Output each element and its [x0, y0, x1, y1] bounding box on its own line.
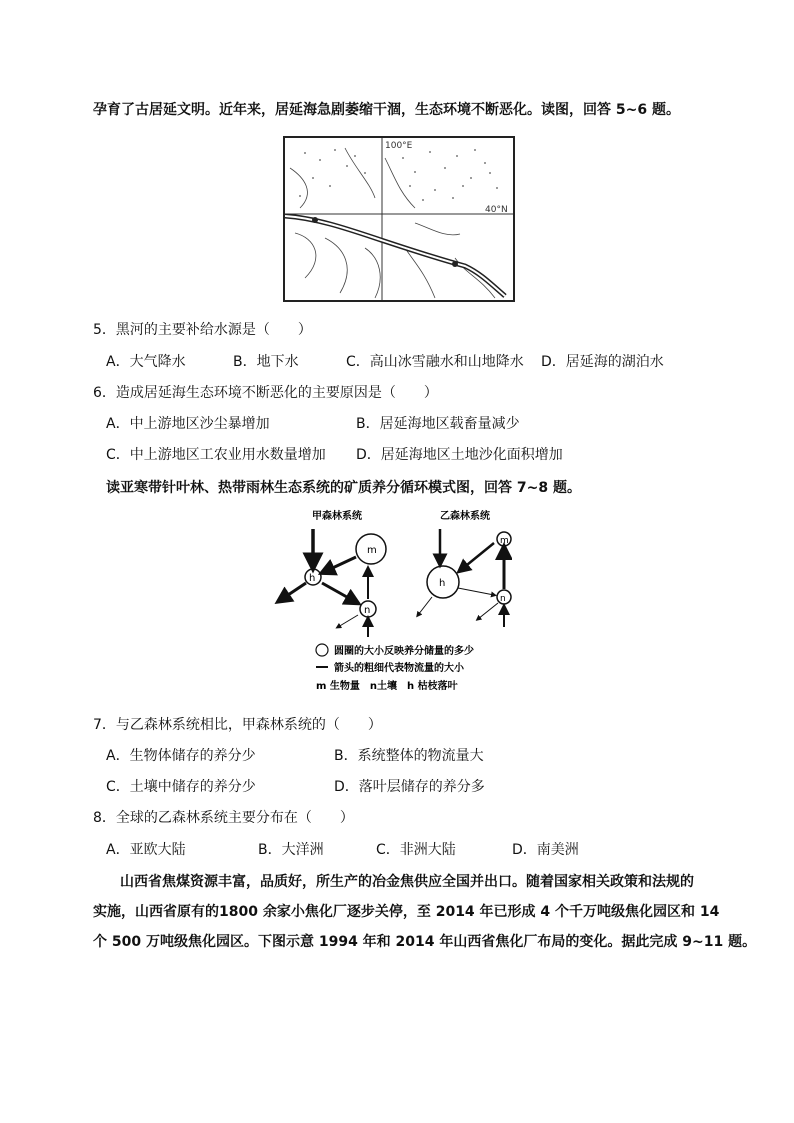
nutrient-cycle-svg	[272, 505, 512, 700]
svg-text:h: h	[439, 578, 446, 589]
legend-circle-text: 圆圈的大小反映养分储量的多少	[334, 646, 474, 657]
q5-option-b[interactable]: B．地下水	[233, 354, 299, 370]
heihe-map-svg	[285, 138, 513, 300]
q6-option-c[interactable]: C．中上游地区工农业用水数量增加	[106, 447, 326, 463]
intro-7-8: 读亚寒带针叶林、热带雨林生态系统的矿质养分循环模式图，回答 7~8 题。	[106, 480, 581, 496]
q8-stem: 8．全球的乙森林系统主要分布在（ ）	[93, 810, 354, 826]
river-inner	[285, 216, 505, 296]
q7-option-a[interactable]: A．生物体储存的养分少	[106, 748, 256, 764]
latitude-label: 40°N	[485, 205, 508, 215]
arrow-a-m-to-h	[326, 557, 356, 571]
q5-option-a[interactable]: A．大气降水	[106, 354, 186, 370]
q8-option-c[interactable]: C．非洲大陆	[376, 842, 456, 858]
intro-continuation: 孕育了古居延文明。近年来，居延海急剧萎缩干涸，生态环境不断恶化。读图，回答 5~6 题。	[93, 102, 680, 118]
nutrient-cycle-diagram	[272, 505, 512, 700]
q8-option-b[interactable]: B．大洋洲	[258, 842, 324, 858]
arrow-b-h-to-n	[458, 588, 494, 595]
q8-option-a[interactable]: A．亚欧大陆	[106, 842, 186, 858]
city-marker	[312, 217, 318, 223]
q5-stem: 5．黑河的主要补给水源是（ ）	[93, 322, 312, 338]
desert-dots	[299, 149, 498, 201]
para-shanxi-line-3: 个 500 万吨级焦化园区。下图示意 1994 年和 2014 年山西省焦化厂布局的变化。据此完成 9~11 题。	[93, 934, 757, 950]
legend-arrow-text: 箭头的粗细代表物流量的大小	[334, 663, 464, 674]
heihe-map-figure	[283, 136, 515, 302]
longitude-label: 100°E	[385, 141, 413, 151]
legend-circle-icon	[316, 644, 328, 656]
arrow-a-h-to-n	[322, 583, 354, 601]
label-forest-a: 甲森林系统	[312, 511, 362, 522]
q8-option-d[interactable]: D．南美洲	[512, 842, 579, 858]
svg-text:m: m	[500, 536, 509, 546]
arrow-b-m-to-h	[462, 543, 494, 569]
q7-option-c[interactable]: C．土壤中储存的养分少	[106, 779, 256, 795]
arrow-a-h-out	[282, 583, 306, 599]
q6-option-d[interactable]: D．居延海地区土地沙化面积增加	[356, 447, 563, 463]
svg-text:n: n	[364, 605, 371, 616]
q6-option-b[interactable]: B．居延海地区载畜量减少	[356, 416, 520, 432]
q7-option-b[interactable]: B．系统整体的物流量大	[334, 748, 484, 764]
arrow-a-n-out	[338, 615, 358, 627]
svg-text:m: m	[367, 545, 377, 556]
arrow-b-n-out	[478, 603, 498, 619]
para-shanxi-line-2: 实施，山西省原有的1800 余家小焦化厂逐步关停，至 2014 年已形成 4 个千万吨级焦化园区和 14	[93, 904, 720, 920]
city-marker	[452, 261, 458, 267]
svg-text:n: n	[500, 594, 506, 604]
q6-option-a[interactable]: A．中上游地区沙尘暴增加	[106, 416, 270, 432]
q5-option-d[interactable]: D．居延海的湖泊水	[541, 354, 664, 370]
q7-option-d[interactable]: D．落叶层储存的养分多	[334, 779, 485, 795]
arrow-b-h-out	[418, 597, 432, 615]
legend-keys-text: m 生物量 n土壤 h 枯枝落叶	[316, 681, 458, 692]
svg-text:h: h	[309, 573, 316, 584]
q6-stem: 6．造成居延海生态环境不断恶化的主要原因是（ ）	[93, 385, 438, 401]
label-forest-b: 乙森林系统	[440, 511, 490, 522]
q7-stem: 7．与乙森林系统相比，甲森林系统的（ ）	[93, 717, 382, 733]
para-shanxi-line-1: 山西省焦煤资源丰富，品质好，所生产的冶金焦供应全国并出口。随着国家相关政策和法规的	[120, 874, 694, 890]
river-band	[285, 216, 505, 296]
q5-option-c[interactable]: C．高山冰雪融水和山地降水	[346, 354, 524, 370]
